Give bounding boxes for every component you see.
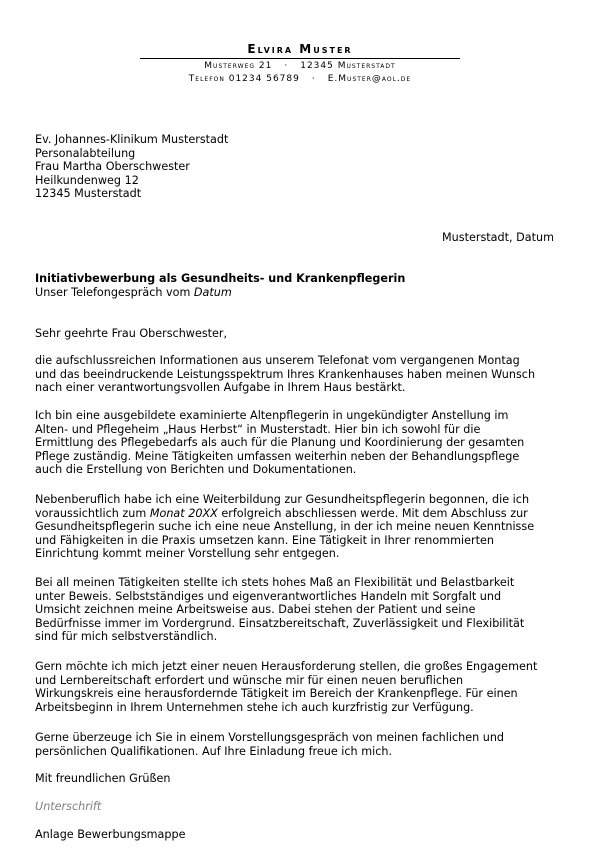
paragraph-line: Gesundheitspflegerin suche ich eine neue Anstellung, in der ich meine neuen Kenntnisse: [35, 520, 535, 534]
paragraph-line: und Lernbereitschaft erfordert und wünsche mir für einen neuen beruflichen: [35, 673, 464, 687]
paragraph-line: Gern möchte ich mich jetzt einer neuen Herausforderung stellen, die großes Engagement: [35, 660, 538, 673]
subject-block: [35, 272, 565, 299]
sender-city: 12345 Musterstadt: [300, 61, 396, 71]
reference-date: Datum: [193, 285, 232, 299]
closing: [35, 772, 565, 786]
paragraph-line: Wirkungskreis eine herausfordernde Tätigkeit im Bereich der Krankenpflege. Für einen: [35, 687, 518, 701]
paragraph-1: [35, 354, 565, 395]
recipient-line: Heilkundenweg 12: [35, 173, 139, 187]
enclosure: [35, 828, 565, 842]
enclosure-text: Anlage Bewerbungsmappe: [35, 828, 186, 841]
subject-line: Initiativbewerbung als Gesundheits- und Krankenpflegerin: [35, 272, 406, 285]
paragraph-2: [35, 409, 565, 477]
header-rule: [140, 58, 460, 59]
sender-address-line: Musterweg 21 · 12345 Musterstadt: [204, 61, 396, 71]
paragraph-line: Nebenberuflich habe ich eine Weiterbildung zur Gesundheitspflegerin begonnen, die ich: [35, 493, 530, 506]
sender-street: Musterweg 21: [204, 61, 273, 71]
paragraph-line: Bei all meinen Tätigkeiten stellte ich stets hohes Maß an Flexibilität und Belastbarkeit: [35, 576, 515, 589]
paragraph-line: [35, 507, 565, 521]
paragraph-line: Umsicht zeichnen meine Arbeitsweise aus. Dabei stehen der Patient und seine: [35, 603, 476, 617]
sender-email: E.Muster@aol.de: [327, 74, 412, 84]
completion-date: Monat 20XX: [149, 506, 218, 520]
paragraph-line: und das beeindruckende Leistungsspektrum Ihres Krankenhauses haben meinen Wunsch: [35, 367, 536, 381]
paragraph-line: die aufschlussreichen Informationen aus unserem Telefonat vom vergangenen Montag: [35, 354, 520, 367]
signature: [35, 800, 565, 814]
paragraph-text: voraussichtlich zum: [35, 506, 150, 520]
paragraph-6: [35, 731, 565, 758]
recipient-line: Ev. Johannes-Klinikum Musterstadt: [35, 133, 229, 146]
paragraph-line: Gerne überzeuge ich Sie in einem Vorstellungsgespräch von meinen fachlichen und: [35, 731, 505, 744]
paragraph-line: Bedürfnisse immer im Vordergrund. Einsatzbereitschaft, Zuverlässigkeit und Flexibilität: [35, 616, 525, 630]
paragraph-line: Alten- und Pflegeheim „Haus Herbst“ in Musterstadt. Hier bin ich sowohl für die: [35, 422, 481, 436]
reference-text: Unser Telefongespräch vom: [35, 285, 191, 299]
sender-phone: Telefon 01234 56789: [188, 74, 300, 84]
paragraph-line: und Fähigkeiten in die Praxis umsetzen kann. Eine Tätigkeit in Ihrer renommierten: [35, 533, 494, 547]
recipient-address: [35, 133, 565, 201]
sender-contact-line: Telefon 01234 56789 · E.Muster@aol.de: [188, 74, 412, 84]
paragraph-line: persönlichen Qualifikationen. Auf Ihre Einladung freue ich mich.: [35, 744, 393, 758]
paragraph-line: sind für mich selbstverständlich.: [35, 630, 218, 644]
salutation-text: Sehr geehrte Frau Oberschwester,: [35, 327, 228, 340]
paragraph-4: [35, 576, 565, 644]
paragraph-line: Einrichtung kommt meiner Vorstellung sehr entgegen.: [35, 547, 340, 561]
recipient-line: Personalabteilung: [35, 146, 136, 160]
paragraph-line: Arbeitsbeginn in Ihrem Unternehmen stehe ich auch kurzfristig zur Verfügung.: [35, 700, 474, 714]
paragraph-line: auch die Erstellung von Berichten und Dokumentationen.: [35, 463, 357, 477]
reference-line: [35, 286, 565, 300]
signature-text: Unterschrift: [35, 800, 102, 813]
paragraph-text: erfolgreich abschliessen werde. Mit dem Abschluss zur: [217, 506, 528, 520]
closing-text: Mit freundlichen Grüßen: [35, 772, 171, 785]
paragraph-line: Ich bin eine ausgebildete examinierte Altenpflegerin in ungekündigter Anstellung im: [35, 409, 509, 422]
sender-name: Elvira Muster: [247, 42, 353, 56]
recipient-line: Frau Martha Oberschwester: [35, 160, 190, 174]
paragraph-line: unter Beweis. Selbstständiges und eigenverantwortliches Handeln mit Sorgfalt und: [35, 589, 502, 603]
paragraph-line: Ermittlung des Pflegebedarfs als auch für die Planung und Koordinierung der gesamten: [35, 436, 525, 450]
paragraph-line: nach einer verantwortungsvollen Aufgabe in Ihrem Haus bestärkt.: [35, 381, 406, 395]
salutation: [35, 327, 565, 341]
date-line: Musterstadt, Datum: [442, 231, 554, 244]
paragraph-3: [35, 493, 565, 561]
recipient-line: 12345 Musterstadt: [35, 187, 142, 201]
paragraph-5: [35, 660, 565, 714]
paragraph-line: Pflege zuständig. Meine Tätigkeiten umfassen weiterhin neben der Behandlungspflege: [35, 449, 520, 463]
